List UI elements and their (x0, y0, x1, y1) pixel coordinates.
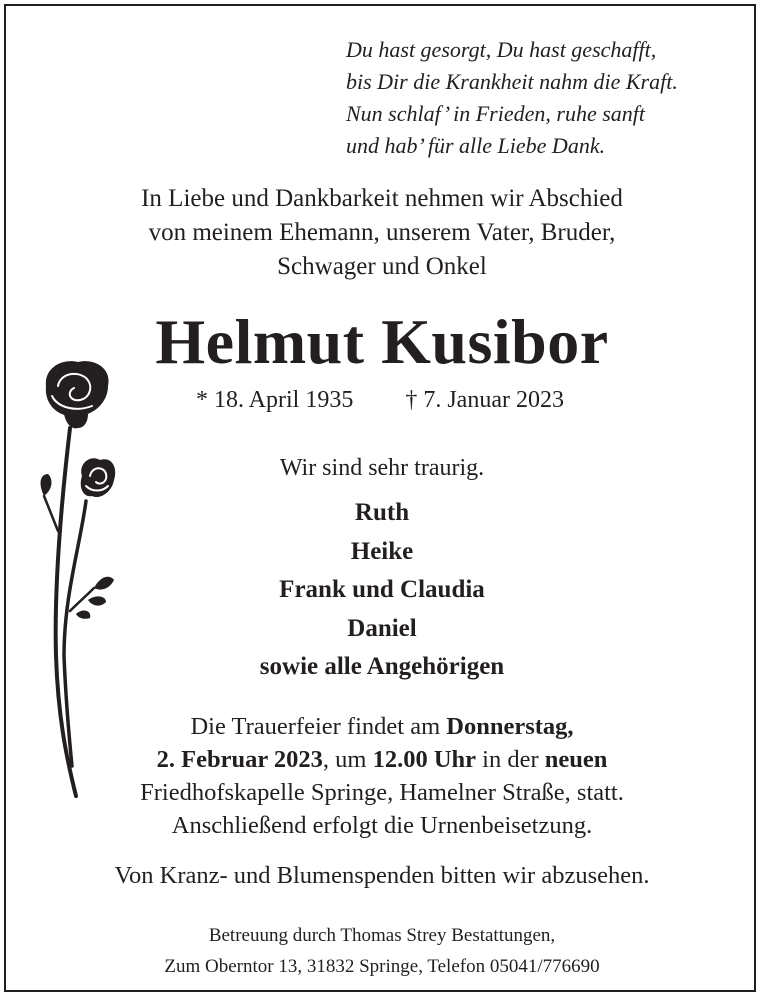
funeral-home (6, 920, 756, 982)
intro-line: von meinem Ehemann, unserem Vater, Bruder, (148, 219, 616, 246)
intro-line: In Liebe und Dankbarkeit nehmen wir Abschied (141, 185, 623, 212)
poem-line: Du hast gesorgt, Du hast geschafft, (346, 37, 657, 62)
poem-line: Nun schlaf’ in Frieden, ruhe sanft (346, 101, 645, 126)
deceased-name: Helmut Kusibor (155, 306, 609, 377)
poem-line: und hab’ für alle Liebe Dank. (346, 133, 606, 158)
service-location: Friedhofskapelle Springe, Hamelner Straße, statt. (140, 779, 624, 806)
mourning-statement: Wir sind sehr traurig. (279, 455, 485, 481)
obituary-notice (4, 4, 756, 992)
poem-line: bis Dir die Krankheit nahm die Kraft. (346, 69, 678, 94)
mourner-name: sowie alle Angehörigen (259, 653, 505, 680)
service-new: neuen (544, 746, 608, 773)
funeral-home-line: Betreuung durch Thomas Strey Bestattungen, (208, 925, 556, 946)
service-line: 2. Februar 2023, um 12.00 Uhr in der neuen (156, 746, 608, 773)
mourner-name: Heike (350, 537, 414, 565)
mourners-list (6, 494, 756, 687)
mourner-name: Ruth (354, 499, 410, 526)
service-day: Donnerstag, (446, 713, 574, 740)
service-details (6, 710, 756, 842)
poem (346, 34, 746, 162)
flowers-note: Von Kranz- und Blumenspenden bitten wir abzusehen. (114, 862, 650, 889)
service-time: 12.00 Uhr (372, 746, 477, 773)
death-date: † 7. Januar 2023 (405, 387, 564, 413)
service-line: Die Trauerfeier findet am Donnerstag, (190, 713, 574, 740)
birth-date: * 18. April 1935 (196, 387, 354, 413)
service-burial: Anschließend erfolgt die Urnenbeisetzung. (171, 812, 593, 839)
mourner-name: Frank und Claudia (279, 576, 485, 603)
service-date: 2. Februar 2023 (156, 746, 323, 773)
intro-line: Schwager und Onkel (277, 253, 487, 280)
mourner-name: Daniel (347, 614, 417, 642)
intro-text (6, 182, 756, 284)
funeral-home-line: Zum Oberntor 13, 31832 Springe, Telefon 05041/776690 (164, 956, 600, 977)
